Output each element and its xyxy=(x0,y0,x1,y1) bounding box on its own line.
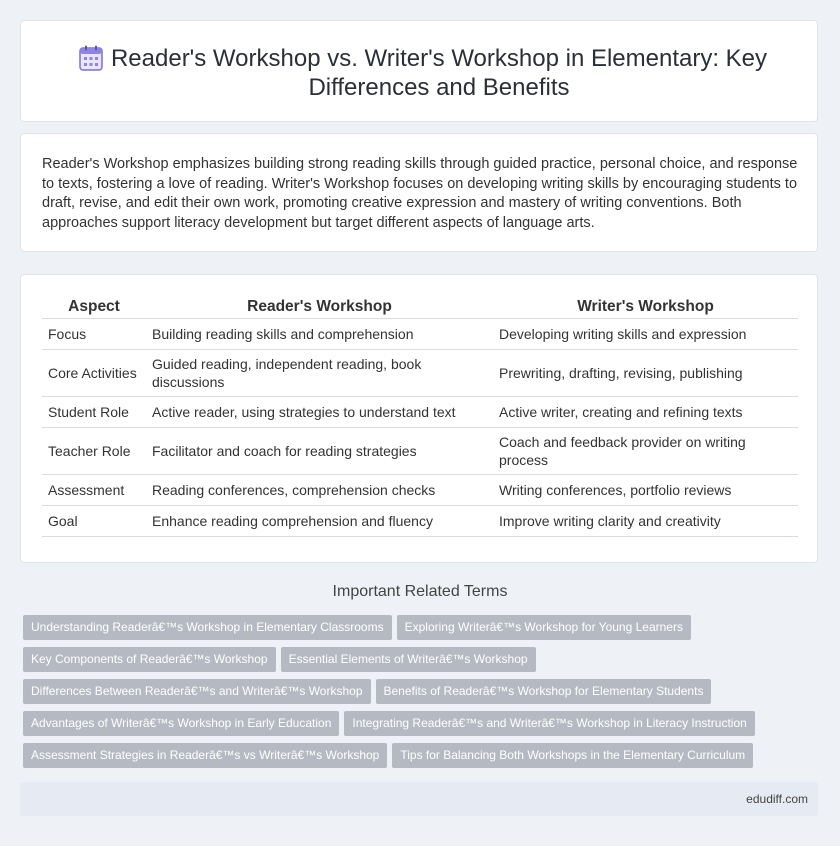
table-cell: Focus xyxy=(42,319,146,350)
table-row xyxy=(42,319,798,350)
table-row xyxy=(42,506,798,537)
table-cell: Core Activities xyxy=(42,350,146,397)
table-row xyxy=(42,475,798,506)
related-term-tag[interactable]: Understanding Readerâ€™s Workshop in Elementary Classrooms xyxy=(23,615,392,640)
table-row xyxy=(42,350,798,397)
related-term-tag[interactable]: Advantages of Writerâ€™s Workshop in Early Education xyxy=(23,711,339,736)
intro-card xyxy=(20,133,818,252)
column-header: Reader's Workshop xyxy=(146,294,493,319)
footer xyxy=(20,782,818,816)
table-row xyxy=(42,428,798,475)
related-term-tag[interactable]: Exploring Writerâ€™s Workshop for Young Learners xyxy=(397,615,691,640)
related-term-tag[interactable]: Assessment Strategies in Readerâ€™s vs Writerâ€™s Workshop xyxy=(23,743,387,768)
site-credit[interactable]: edudiff.com xyxy=(746,792,808,806)
table-row xyxy=(42,397,798,428)
table-cell: Active reader, using strategies to understand text xyxy=(146,397,493,428)
related-terms-list xyxy=(23,615,813,775)
related-term-tag[interactable]: Tips for Balancing Both Workshops in the Elementary Curriculum xyxy=(392,743,753,768)
related-term-tag[interactable]: Integrating Readerâ€™s and Writerâ€™s Workshop in Literacy Instruction xyxy=(344,711,754,736)
table-cell: Building reading skills and comprehension xyxy=(146,319,493,350)
table-cell: Enhance reading comprehension and fluency xyxy=(146,506,493,537)
related-term-tag[interactable]: Essential Elements of Writerâ€™s Workshop xyxy=(281,647,536,672)
table-cell: Active writer, creating and refining texts xyxy=(493,397,798,428)
table-cell: Prewriting, drafting, revising, publishing xyxy=(493,350,798,397)
column-header: Writer's Workshop xyxy=(493,294,798,319)
page-title: Reader's Workshop vs. Writer's Workshop in Elementary: Key Differences and Benefits xyxy=(110,45,768,101)
table-cell: Guided reading, independent reading, book discussions xyxy=(146,350,493,397)
related-term-tag[interactable]: Benefits of Readerâ€™s Workshop for Elementary Students xyxy=(376,679,712,704)
table-cell: Improve writing clarity and creativity xyxy=(493,506,798,537)
comparison-card xyxy=(20,274,818,563)
intro-paragraph: Reader's Workshop emphasizes building strong reading skills through guided practice, personal choice, and response to texts, fostering a love of reading. Writer's Workshop focuses on developing writing skills by encouraging students to draft, revise, and edit their own work, promoting creative expression and mastery of writing conventions. Both approaches support literacy development but target different aspects of language arts. xyxy=(42,156,798,231)
table-header-row xyxy=(42,294,798,319)
table-cell: Coach and feedback provider on writing process xyxy=(493,428,798,475)
table-cell: Teacher Role xyxy=(42,428,146,475)
table-cell: Student Role xyxy=(42,397,146,428)
table-cell: Goal xyxy=(42,506,146,537)
related-term-tag[interactable]: Differences Between Readerâ€™s and Writerâ€™s Workshop xyxy=(23,679,371,704)
table-cell: Writing conferences, portfolio reviews xyxy=(493,475,798,506)
table-cell: Facilitator and coach for reading strategies xyxy=(146,428,493,475)
related-term-tag[interactable]: Key Components of Readerâ€™s Workshop xyxy=(23,647,276,672)
title-card xyxy=(20,20,818,122)
related-terms-heading: Important Related Terms xyxy=(332,583,508,600)
comparison-table xyxy=(42,294,798,537)
column-header: Aspect xyxy=(42,294,146,319)
table-cell: Assessment xyxy=(42,475,146,506)
table-cell: Reading conferences, comprehension checks xyxy=(146,475,493,506)
table-cell: Developing writing skills and expression xyxy=(493,319,798,350)
